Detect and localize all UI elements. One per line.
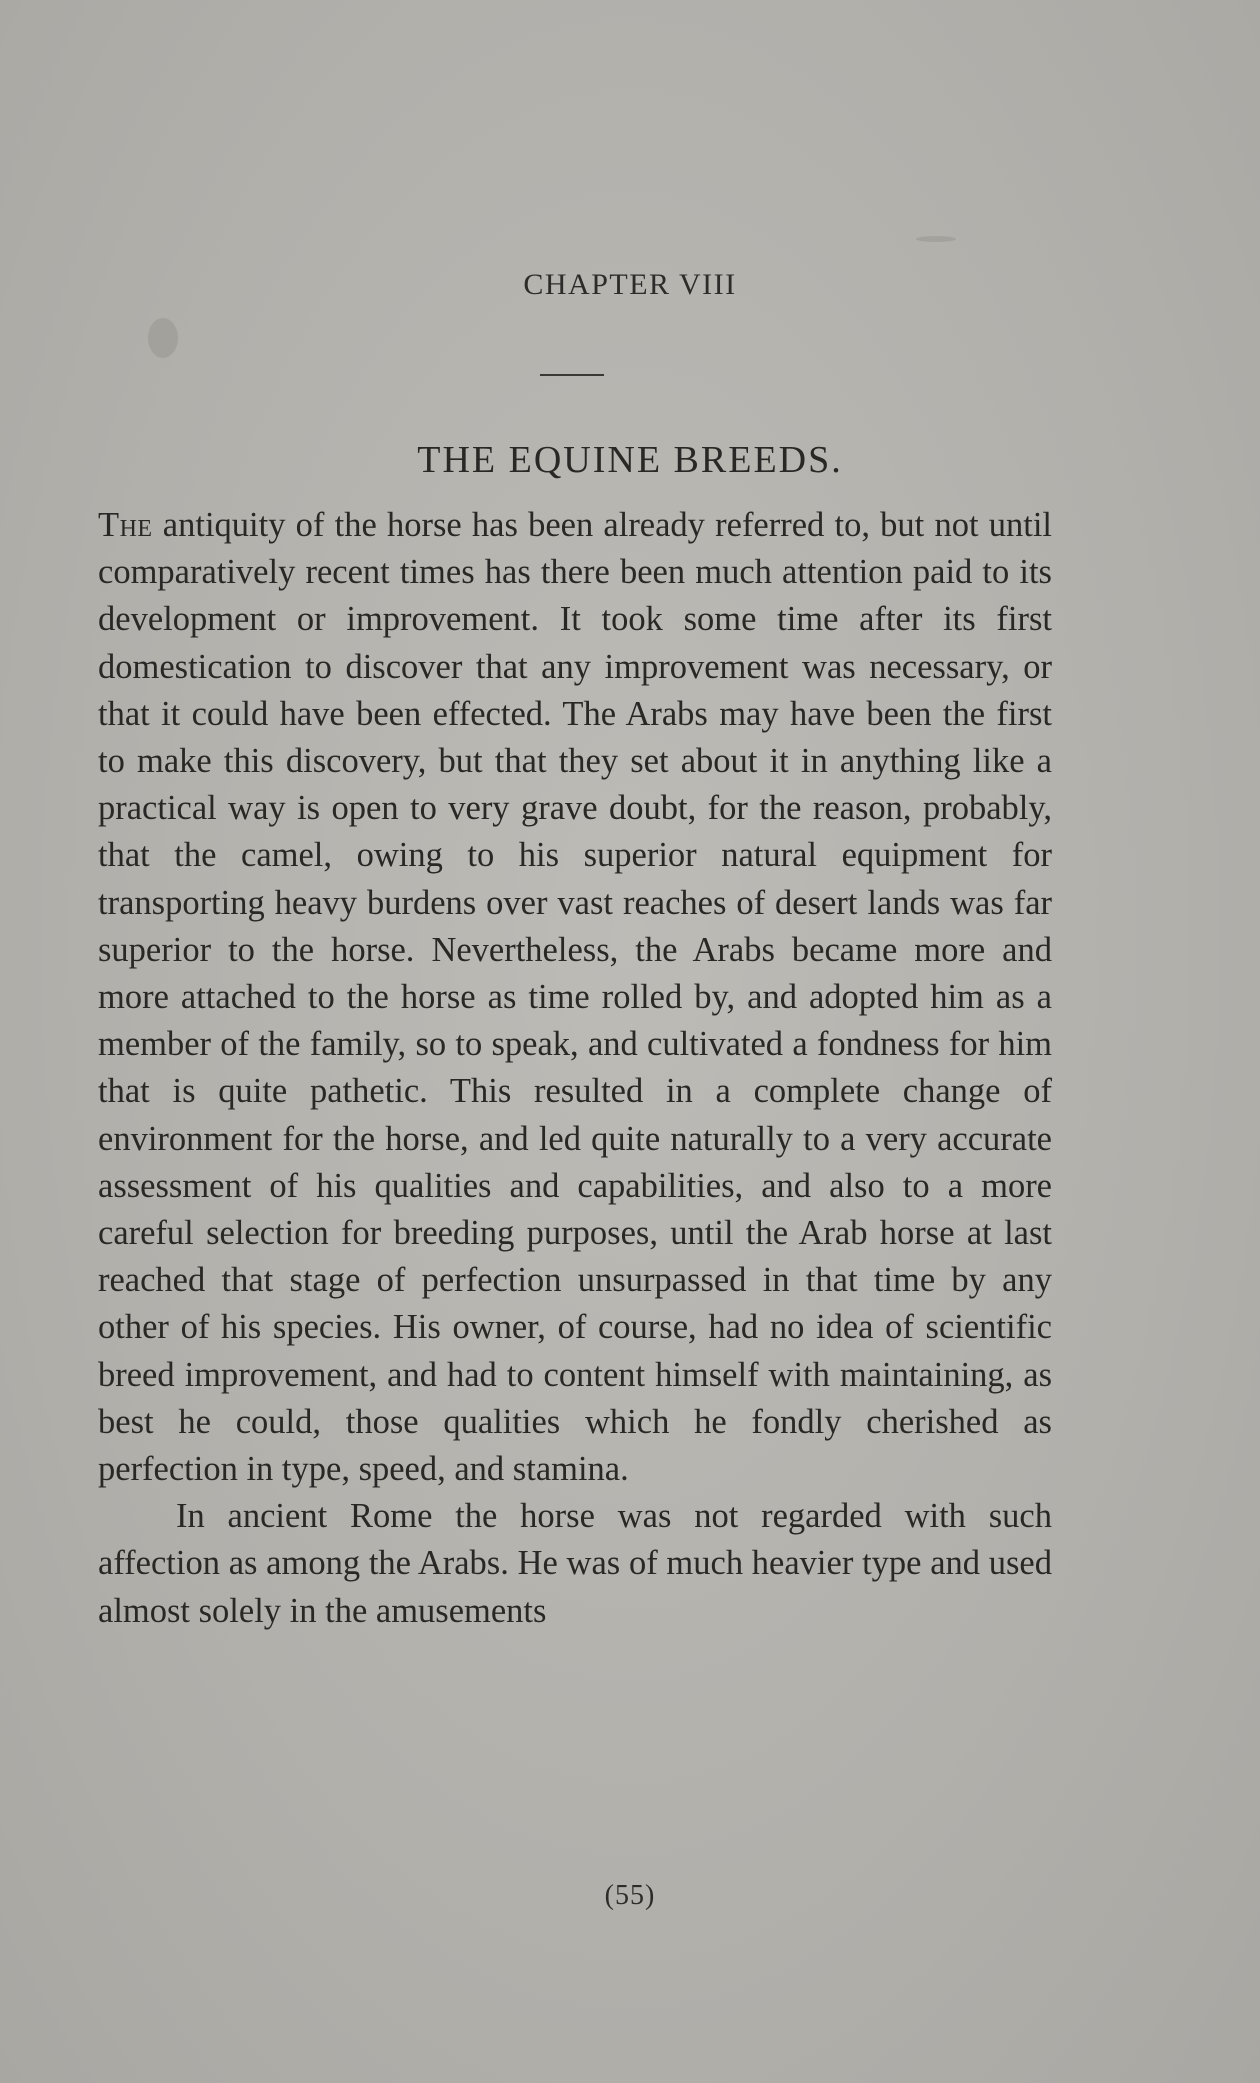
section-title: THE EQUINE BREEDS. [417,439,843,481]
paper-speck [916,236,956,242]
body-text [98,502,1052,1635]
chapter-heading: CHAPTER VIII [523,268,737,301]
paragraph-2: In ancient Rome the horse was not regarded with such affection as among the Arabs. He was of much heavier type and used almost solely in the amusements [98,1497,1052,1630]
page-number: (55) [604,1880,656,1911]
paragraph-lead-word: The [98,506,153,544]
paper-speck [148,318,178,358]
paragraph-1-text: antiquity of the horse has been already referred to, but not until comparatively recent times has there been much attention paid to its development or improvement. It took some time after its first domestication to discover that any improvement was necessary, or that it could have been effected. The Arabs may have been the first to make this discovery, but that they set about it in anything like a practical way is open to very grave doubt, for the reason, probably, that the camel, owing to his superior natural equipment for transporting heavy burdens over vast reaches of desert lands was far superior to the horse. Nevertheless, the Arabs became more and more attached to the horse as time rolled by, and adopted him as a member of the family, so to speak, and cultivated a fondness for him that is quite pathetic. This resulted in a complete change of environment for the horse, and led quite naturally to a very accurate assessment of his qualities and capabilities, and also to a more careful selection for breeding purposes, until the Arab horse at last reached that stage of perfection unsurpassed in that time by any other of his species. His owner, of course, had no idea of scientific breed improvement, and had to content himself with maintaining, as best he could, those qualities which he fondly cherished as perfection in type, speed, and stamina. [98,506,1052,1489]
paragraph-1 [98,502,1052,1493]
heading-rule [540,374,604,376]
